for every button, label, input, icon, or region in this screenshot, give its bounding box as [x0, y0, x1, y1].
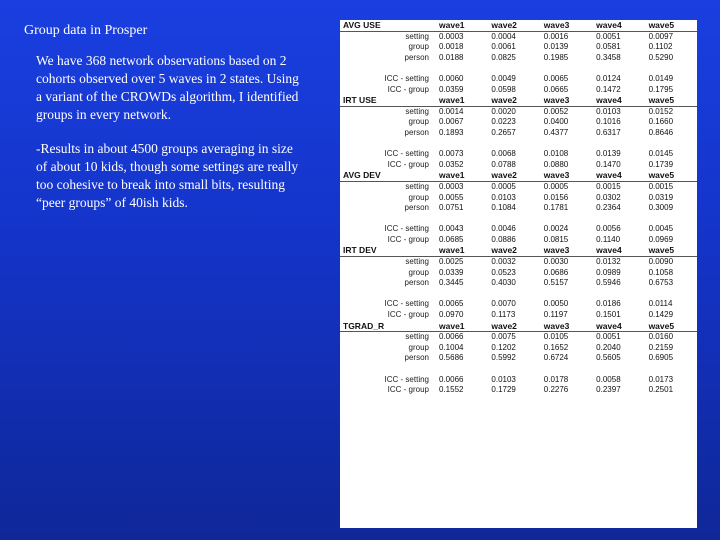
table-row	[340, 42, 697, 53]
section-name: TGRAD_R	[340, 321, 435, 332]
table-row	[340, 149, 697, 160]
table-cell: 0.8646	[648, 127, 674, 137]
table-cell: 0.0075	[491, 332, 516, 342]
table-cell: 0.3009	[648, 203, 674, 213]
table-cell: 0.0066	[439, 374, 464, 384]
table-cell: 0.2364	[596, 203, 621, 213]
spacer-row	[340, 289, 697, 300]
row-label: ICC - setting	[384, 224, 429, 234]
row-label: ICC - group	[387, 310, 429, 320]
wave-column-header: wave1	[435, 170, 487, 181]
table-row	[340, 224, 697, 235]
table-cell: 0.6317	[596, 127, 621, 137]
wave-column-header: wave4	[592, 95, 644, 106]
section-name: IRT USE	[340, 95, 435, 106]
table-cell: 0.1004	[439, 342, 464, 352]
table-cell: 0.0103	[491, 192, 516, 202]
table-cell: 0.0188	[439, 52, 464, 62]
table-cell: 0.1084	[491, 203, 516, 213]
table-cell: 0.6905	[648, 353, 674, 363]
table-cell: 0.0032	[491, 257, 516, 267]
table-cell: 0.0016	[543, 31, 569, 41]
table-cell: 0.0352	[439, 159, 464, 169]
table-cell	[487, 364, 539, 375]
row-label: ICC - group	[387, 385, 429, 395]
table-row	[340, 74, 697, 85]
table-cell: 0.1197	[543, 310, 568, 320]
table-cell: 0.4377	[543, 127, 569, 137]
table-row	[340, 310, 697, 321]
table-cell: 0.0003	[439, 31, 464, 41]
table-cell: 0.0090	[648, 257, 674, 267]
table-cell: 0.0065	[439, 299, 464, 309]
row-label: ICC - group	[387, 84, 429, 94]
row-label	[340, 214, 435, 225]
table-cell: 0.0145	[648, 149, 674, 159]
row-label	[340, 289, 435, 300]
row-label: ICC - group	[387, 159, 429, 169]
table-row	[340, 235, 697, 246]
table-cell	[645, 214, 697, 225]
table-row	[340, 257, 697, 268]
table-cell: 0.0886	[491, 234, 516, 244]
table-cell: 0.0005	[543, 181, 569, 191]
section-header-row	[340, 20, 697, 31]
row-label: setting	[405, 106, 429, 116]
row-label: group	[408, 117, 429, 127]
wave-column-header: wave1	[435, 245, 487, 256]
table-cell: 0.0061	[491, 42, 516, 52]
table-cell: 0.0060	[439, 73, 464, 83]
row-label	[340, 63, 435, 74]
row-label: setting	[405, 257, 429, 267]
row-label: group	[408, 42, 429, 52]
table-row	[340, 385, 697, 396]
table-row	[340, 353, 697, 364]
table-cell	[487, 289, 539, 300]
table-cell: 0.0581	[596, 42, 621, 52]
table-cell: 0.1501	[596, 310, 621, 320]
table-cell: 0.0970	[439, 310, 464, 320]
table-cell: 0.1729	[491, 385, 516, 395]
table-cell: 0.0751	[439, 203, 464, 213]
table-cell: 0.1173	[491, 310, 516, 320]
table-cell	[645, 289, 697, 300]
row-label: person	[404, 52, 429, 62]
row-label: person	[404, 203, 429, 213]
table-cell: 0.0223	[491, 117, 516, 127]
table-cell: 0.0043	[439, 224, 464, 234]
table-cell: 0.0046	[491, 224, 516, 234]
table-cell: 0.0049	[491, 73, 516, 83]
wave-column-header: wave3	[540, 95, 592, 106]
table-cell: 0.1472	[596, 84, 621, 94]
table-row	[340, 128, 697, 139]
table-cell: 0.0139	[596, 149, 621, 159]
table-cell: 0.0598	[491, 84, 516, 94]
table-cell: 0.2040	[596, 342, 621, 352]
table-cell: 0.5290	[648, 52, 674, 62]
table-cell: 0.1795	[648, 84, 674, 94]
table-cell	[540, 139, 592, 150]
table-cell: 0.1202	[491, 342, 516, 352]
wave-column-header: wave4	[592, 170, 644, 181]
table-cell	[540, 289, 592, 300]
table-cell: 0.6753	[648, 278, 674, 288]
table-cell	[540, 63, 592, 74]
table-cell: 0.0066	[439, 332, 464, 342]
table-cell: 0.0132	[596, 257, 621, 267]
wave-column-header: wave4	[592, 20, 644, 31]
table-cell: 0.1552	[439, 385, 464, 395]
table-cell: 0.0114	[648, 299, 673, 309]
row-label: setting	[405, 332, 429, 342]
table-cell	[645, 364, 697, 375]
table-cell	[592, 139, 644, 150]
section-name: IRT DEV	[340, 245, 435, 256]
wave-column-header: wave5	[645, 170, 697, 181]
spacer-row	[340, 214, 697, 225]
wave-column-header: wave1	[435, 95, 487, 106]
table-cell: 0.0815	[543, 234, 569, 244]
wave-column-header: wave2	[487, 95, 539, 106]
table-cell: 0.3458	[596, 52, 621, 62]
table-cell: 0.0108	[543, 149, 569, 159]
table-cell: 0.0686	[543, 267, 569, 277]
table-cell: 0.2276	[543, 385, 569, 395]
table-cell: 0.0152	[648, 106, 674, 116]
wave-column-header: wave3	[540, 245, 592, 256]
row-label: ICC - setting	[384, 149, 429, 159]
table-cell: 0.1985	[543, 52, 569, 62]
table-cell: 0.0880	[543, 159, 569, 169]
table-cell: 0.5946	[596, 278, 621, 288]
section-header-row	[340, 95, 697, 106]
table-cell	[540, 214, 592, 225]
slide-title: Group data in Prosper	[24, 23, 148, 38]
table-cell: 0.1102	[648, 42, 673, 52]
table-cell: 0.0825	[491, 52, 516, 62]
wave-column-header: wave5	[645, 245, 697, 256]
table-row	[340, 53, 697, 64]
table-row	[340, 268, 697, 279]
table-cell	[435, 63, 487, 74]
table-row	[340, 299, 697, 310]
table-cell	[487, 214, 539, 225]
table-row	[340, 332, 697, 343]
section-header-row	[340, 245, 697, 256]
table-cell: 0.0160	[648, 332, 674, 342]
table-cell: 0.0665	[543, 84, 569, 94]
table-row	[340, 106, 697, 117]
table-cell: 0.0788	[491, 159, 516, 169]
table-cell	[487, 63, 539, 74]
table-cell: 0.0989	[596, 267, 621, 277]
table-cell: 0.0067	[439, 117, 464, 127]
table-cell: 0.0339	[439, 267, 464, 277]
table-cell: 0.2159	[648, 342, 674, 352]
table-cell: 0.0319	[648, 192, 674, 202]
wave-column-header: wave1	[435, 321, 487, 332]
table-cell: 0.0523	[491, 267, 516, 277]
table-cell: 0.0103	[491, 374, 516, 384]
row-label	[340, 364, 435, 375]
table-cell	[435, 139, 487, 150]
table-cell: 0.0068	[491, 149, 516, 159]
wave-column-header: wave1	[435, 20, 487, 31]
table-cell: 0.0051	[596, 31, 621, 41]
table-cell: 0.1140	[596, 234, 621, 244]
table-cell: 0.0051	[596, 332, 621, 342]
table-cell: 0.0149	[648, 73, 674, 83]
table-row	[340, 117, 697, 128]
wave-column-header: wave2	[487, 170, 539, 181]
table-cell: 0.0014	[439, 106, 464, 116]
paragraph-group-results: -Results in about 4500 groups averaging in size of about 10 kids, though some settings are really too cohesive to break into small bits, resulting “peer groups” of 40ish kids.	[36, 141, 299, 210]
table-cell: 0.0105	[543, 332, 569, 342]
table-cell: 0.0400	[543, 117, 569, 127]
row-label: ICC - setting	[384, 73, 429, 83]
table-cell: 0.5992	[491, 353, 516, 363]
wave-column-header: wave3	[540, 170, 592, 181]
wave-column-header: wave5	[645, 20, 697, 31]
table-cell	[592, 63, 644, 74]
row-label: group	[408, 267, 429, 277]
table-cell: 0.1739	[648, 159, 674, 169]
wave-column-header: wave2	[487, 321, 539, 332]
table-cell: 0.0045	[648, 224, 674, 234]
table-cell: 0.1470	[596, 159, 621, 169]
table-cell	[487, 139, 539, 150]
table-cell: 0.0073	[439, 149, 464, 159]
table-cell: 0.0097	[648, 31, 674, 41]
table-cell: 0.2501	[648, 385, 674, 395]
statistics-table-panel	[340, 20, 697, 528]
row-label: ICC - group	[387, 234, 429, 244]
table-cell: 0.0050	[543, 299, 569, 309]
table-cell	[435, 214, 487, 225]
row-label: person	[404, 353, 429, 363]
section-name: AVG USE	[340, 20, 435, 31]
table-row	[340, 85, 697, 96]
table-cell: 0.0302	[596, 192, 621, 202]
section-header-row	[340, 321, 697, 332]
table-cell: 0.5157	[543, 278, 569, 288]
table-cell: 0.0052	[543, 106, 569, 116]
table-cell: 0.1660	[648, 117, 674, 127]
table-cell	[592, 289, 644, 300]
table-cell	[592, 214, 644, 225]
table-row	[340, 181, 697, 192]
wave-column-header: wave3	[540, 321, 592, 332]
table-row	[340, 160, 697, 171]
table-cell: 0.0015	[596, 181, 621, 191]
row-label: setting	[405, 181, 429, 191]
table-cell: 0.0359	[439, 84, 464, 94]
body-text	[36, 52, 302, 228]
table-cell: 0.3445	[439, 278, 464, 288]
table-cell: 0.0024	[543, 224, 569, 234]
table-row	[340, 203, 697, 214]
table-cell: 0.2657	[491, 127, 516, 137]
wave-column-header: wave5	[645, 95, 697, 106]
table-cell	[592, 364, 644, 375]
table-cell	[645, 63, 697, 74]
row-label: setting	[405, 31, 429, 41]
table-cell: 0.6724	[543, 353, 569, 363]
row-label: ICC - setting	[384, 374, 429, 384]
paragraph-network-observations: We have 368 network observations based on 2 cohorts observed over 5 waves in 2 states. Using a variant of the CROWDs algorithm, I identified groups in every network.	[36, 53, 299, 122]
table-row	[340, 278, 697, 289]
row-label: ICC - setting	[384, 299, 429, 309]
table-cell: 0.0003	[439, 181, 464, 191]
table-cell: 0.0020	[491, 106, 516, 116]
table-cell: 0.0070	[491, 299, 516, 309]
wave-column-header: wave5	[645, 321, 697, 332]
wave-column-header: wave2	[487, 20, 539, 31]
wave-column-header: wave4	[592, 321, 644, 332]
table-cell: 0.0103	[596, 106, 621, 116]
table-cell: 0.0055	[439, 192, 464, 202]
table-cell	[645, 139, 697, 150]
table-cell: 0.0018	[439, 42, 464, 52]
spacer-row	[340, 63, 697, 74]
table-row	[340, 193, 697, 204]
table-cell: 0.1781	[543, 203, 569, 213]
row-label: group	[408, 192, 429, 202]
table-cell: 0.0025	[439, 257, 464, 267]
section-name: AVG DEV	[340, 170, 435, 181]
table-row	[340, 343, 697, 354]
table-cell: 0.5605	[596, 353, 621, 363]
table-cell: 0.0065	[543, 73, 569, 83]
table-row	[340, 31, 697, 42]
table-cell: 0.0969	[648, 234, 674, 244]
table-cell: 0.1429	[648, 310, 674, 320]
table-cell: 0.0124	[596, 73, 621, 83]
table-cell: 0.1016	[596, 117, 621, 127]
variance-components-table	[340, 20, 697, 396]
table-cell: 0.0156	[543, 192, 569, 202]
table-cell: 0.1652	[543, 342, 569, 352]
wave-column-header: wave4	[592, 245, 644, 256]
wave-column-header: wave2	[487, 245, 539, 256]
table-cell: 0.1893	[439, 127, 464, 137]
table-cell	[540, 364, 592, 375]
table-row	[340, 375, 697, 386]
spacer-row	[340, 364, 697, 375]
table-cell: 0.0186	[596, 299, 621, 309]
table-cell: 0.0015	[648, 181, 674, 191]
table-cell: 0.1058	[648, 267, 674, 277]
row-label: person	[404, 127, 429, 137]
table-cell: 0.0685	[439, 234, 464, 244]
row-label: person	[404, 278, 429, 288]
section-header-row	[340, 170, 697, 181]
table-cell: 0.4030	[491, 278, 516, 288]
spacer-row	[340, 139, 697, 150]
table-cell	[435, 364, 487, 375]
table-cell: 0.0139	[543, 42, 569, 52]
table-cell: 0.5686	[439, 353, 464, 363]
table-cell	[435, 289, 487, 300]
table-cell: 0.0005	[491, 181, 516, 191]
table-cell: 0.0030	[543, 257, 569, 267]
wave-column-header: wave3	[540, 20, 592, 31]
table-body	[340, 20, 697, 396]
table-cell: 0.0173	[648, 374, 674, 384]
table-cell: 0.0058	[596, 374, 621, 384]
table-cell: 0.0056	[596, 224, 621, 234]
row-label: group	[408, 342, 429, 352]
row-label	[340, 139, 435, 150]
table-cell: 0.2397	[596, 385, 621, 395]
table-cell: 0.0004	[491, 31, 516, 41]
table-cell: 0.0178	[543, 374, 569, 384]
